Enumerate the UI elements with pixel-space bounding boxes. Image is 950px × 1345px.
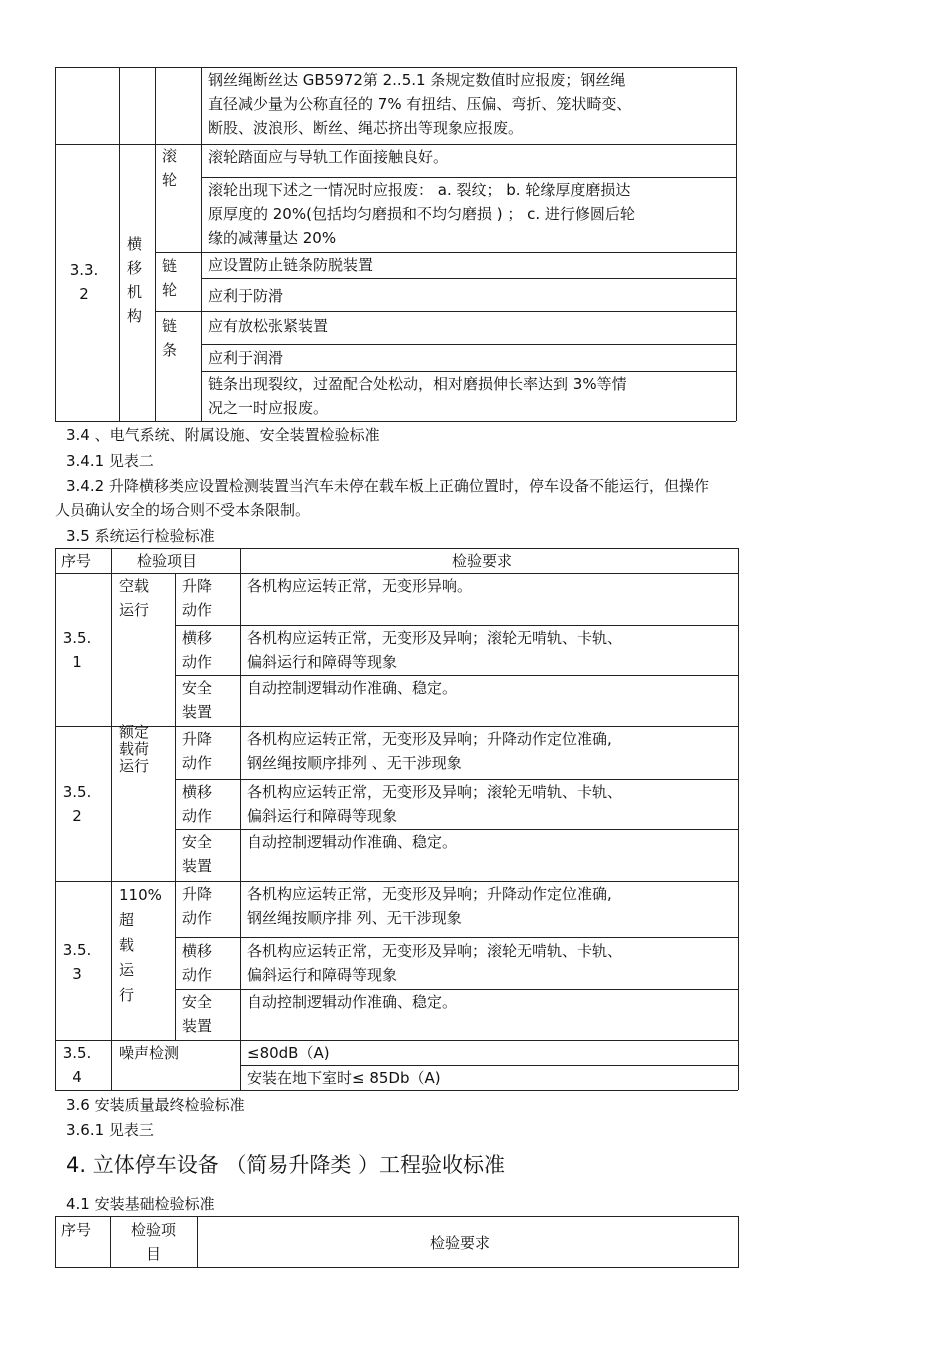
cat-rated-load: 额定 载荷 运行 bbox=[119, 723, 150, 775]
item-traverse-mechanism: 横 移 机 构 bbox=[127, 235, 143, 325]
sub-traverse: 横移 动作 bbox=[182, 629, 213, 671]
seq-3-5-3: 3.5. 3 bbox=[62, 941, 92, 983]
section-3-4-1: 3.4.1 见表二 bbox=[66, 452, 154, 470]
section-3-4-title: 3.4 、电气系统、附属设施、安全装置检验标准 bbox=[66, 426, 380, 444]
header-seq: 序号 bbox=[61, 1221, 92, 1239]
req-row: 各机构应运转正常，无变形异响。 bbox=[247, 577, 473, 595]
noise-req-2: 安装在地下室时≤ 85Db（A) bbox=[247, 1069, 441, 1087]
seq-3-5-1: 3.5. 1 bbox=[62, 629, 92, 671]
chain-req-3: 链条出现裂纹，过盈配合处松动，相对磨损伸长率达到 3%等情 况之一时应报废。 bbox=[208, 375, 627, 417]
header-item: 检验项 目 bbox=[130, 1221, 176, 1263]
roller-label: 滚 轮 bbox=[162, 147, 178, 189]
sprocket-label: 链 轮 bbox=[162, 257, 178, 299]
seq-3-5-4: 3.5. 4 bbox=[62, 1044, 92, 1086]
seq-3-3-2: 3.3. 2 bbox=[69, 261, 99, 303]
req-row: 各机构应运转正常，无变形及异响；升降动作定位准确, 钢丝绳按顺序排 列、无干涉现象 bbox=[247, 885, 612, 927]
req-row: 自动控制逻辑动作准确、稳定。 bbox=[247, 993, 458, 1011]
noise-item: 噪声检测 bbox=[119, 1044, 180, 1062]
cat-overload: 110% 超 载 运 行 bbox=[119, 886, 162, 1004]
roller-req-1: 滚轮踏面应与导轨工作面接触良好。 bbox=[208, 148, 449, 166]
sub-safety: 安全 装置 bbox=[182, 833, 213, 875]
header-item: 检验项目 bbox=[137, 552, 198, 570]
section-3-5-title: 3.5 系统运行检验标准 bbox=[66, 527, 215, 545]
section-3-4-2-line2: 人员确认安全的场合则不受本条限制。 bbox=[55, 501, 311, 519]
header-seq: 序号 bbox=[61, 552, 92, 570]
seq-3-5-2: 3.5. 2 bbox=[62, 783, 92, 825]
chapter-4-title: 4. 立体停车设备 （简易升降类 ）工程验收标准 bbox=[66, 1153, 506, 1177]
cat-no-load: 空载 运行 bbox=[119, 577, 150, 619]
chain-req-1: 应有放松张紧装置 bbox=[208, 317, 329, 335]
sub-traverse: 横移 动作 bbox=[182, 942, 213, 984]
req-row: 自动控制逻辑动作准确、稳定。 bbox=[247, 833, 458, 851]
chain-label: 链 条 bbox=[162, 317, 178, 359]
req-row: 各机构应运转正常，无变形及异响；滚轮无啃轨、卡轨、 偏斜运行和障碍等现象 bbox=[247, 783, 623, 825]
header-requirement: 检验要求 bbox=[452, 552, 513, 570]
noise-req-1: ≤80dB（A) bbox=[247, 1044, 330, 1062]
sub-lifting: 升降 动作 bbox=[182, 577, 213, 619]
req-row: 各机构应运转正常，无变形及异响；滚轮无啃轨、卡轨、 偏斜运行和障碍等现象 bbox=[247, 942, 623, 984]
sub-traverse: 横移 动作 bbox=[182, 783, 213, 825]
sub-safety: 安全 装置 bbox=[182, 679, 213, 721]
req-row: 自动控制逻辑动作准确、稳定。 bbox=[247, 679, 458, 697]
roller-req-2: 滚轮出现下述之一情况时应报废： a. 裂纹； b. 轮缘厚度磨损达 原厚度的 20%(包括均匀磨损和不均匀磨损 ) ； c. 进行修圆后轮 缘的减薄量达 20% bbox=[208, 181, 635, 247]
sub-safety: 安全 装置 bbox=[182, 993, 213, 1035]
header-requirement: 检验要求 bbox=[430, 1234, 491, 1252]
req-row: 各机构应运转正常，无变形及异响；升降动作定位准确, 钢丝绳按顺序排列 、无干涉现象 bbox=[247, 730, 612, 772]
sub-lifting: 升降 动作 bbox=[182, 885, 213, 927]
sprocket-req-2: 应利于防滑 bbox=[208, 287, 284, 305]
section-3-6-1: 3.6.1 见表三 bbox=[66, 1121, 154, 1139]
wire-rope-requirement: 钢丝绳断丝达 GB5972第 2..5.1 条规定数值时应报废；钢丝绳 直径减少量为公称直径的 7% 有扭结、压偏、弯折、笼状畸变、 断股、波浪形、断丝、绳芯挤出等现象应报废。 bbox=[208, 71, 632, 137]
chain-req-2: 应利于润滑 bbox=[208, 349, 284, 367]
section-3-6-title: 3.6 安装质量最终检验标准 bbox=[66, 1096, 245, 1114]
section-4-1-title: 4.1 安装基础检验标准 bbox=[66, 1195, 215, 1213]
sub-lifting: 升降 动作 bbox=[182, 730, 213, 772]
sprocket-req-1: 应设置防止链条防脱装置 bbox=[208, 256, 374, 274]
req-row: 各机构应运转正常，无变形及异响；滚轮无啃轨、卡轨、 偏斜运行和障碍等现象 bbox=[247, 629, 623, 671]
section-3-4-2-line1: 3.4.2 升降横移类应设置检测装置当汽车未停在载车板上正确位置时，停车设备不能运行，但操作 bbox=[66, 477, 709, 495]
